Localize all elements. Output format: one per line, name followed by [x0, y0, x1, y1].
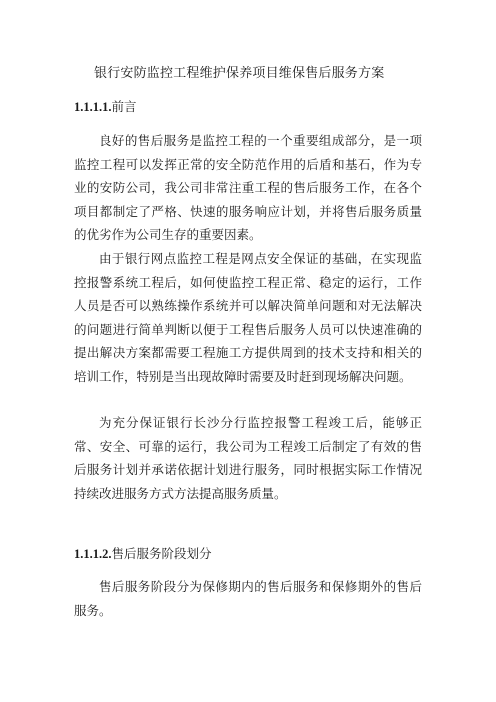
section-title: 售后服务阶段划分	[111, 546, 212, 561]
document-title: 银行安防监控工程维护保养项目维保售后服务方案	[94, 66, 385, 81]
section-heading-service-stages	[74, 544, 212, 562]
paragraph: 售后服务阶段分为保修期内的售后服务和保修期外的售后服务。	[74, 579, 422, 618]
paragraph: 由于银行网点监控工程是网点安全保证的基础，在实现监控报警系统工程后，如何使监控工程正常、稳定的运行，工作人员是否可以熟练操作系统并可以解决简单问题和对无法解决的问题进行简单判断以便于工程售后服务人员可以快速准确的提出解决方案都需要工程施工方提供周到的技术支持和相关的培训工作，特别是当出现故障时需要及时赶到现场解决问题。	[74, 251, 422, 384]
section-number: 1.1.1.2.	[74, 547, 112, 561]
section-number: 1.1.1.1.	[74, 100, 112, 114]
section-heading-preface	[74, 97, 137, 115]
section-title: 前言	[111, 99, 137, 114]
paragraph: 良好的售后服务是监控工程的一个重要组成部分，是一项监控工程可以发挥正常的安全防范作用的后盾和基石，作为专业的安防公司，我公司非常注重工程的售后服务工作，在各个项目都制定了严格、快速的服务响应计划，并将售后服务质量的优劣作为公司生存的重要因素。	[74, 133, 422, 243]
paragraph: 为充分保证银行长沙分行监控报警工程竣工后，能够正常、安全、可靠的运行，我公司为工程竣工后制定了有效的售后服务计划并承诺依据计划进行服务，同时根据实际工作情况持续改进服务方式方法提高服务质量。	[74, 415, 422, 501]
